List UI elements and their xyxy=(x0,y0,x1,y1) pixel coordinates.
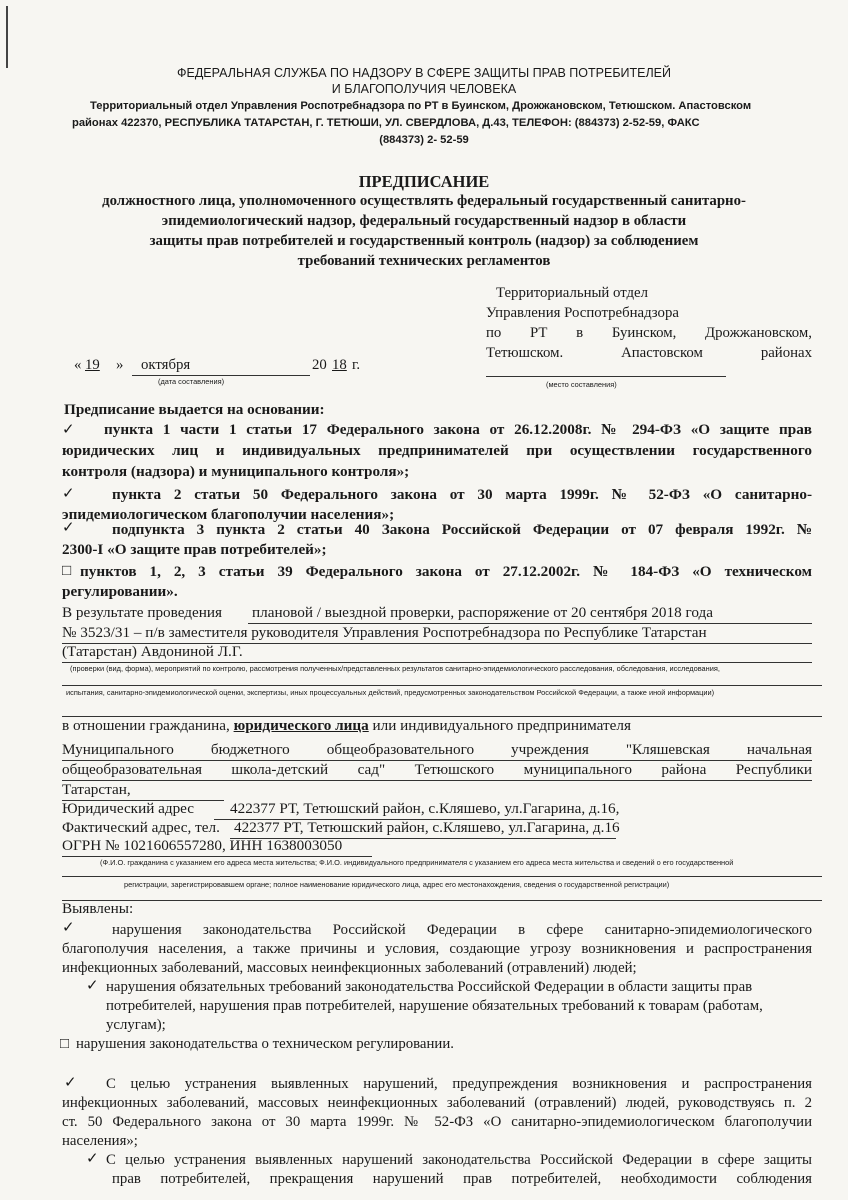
actual-address-value: 422377 РТ, Тетюшский район, с.Кляшево, ул.Гагарина, д.16 xyxy=(234,819,620,836)
directive1-line2: инфекционных заболеваний, массовых неинфекционных заболеваний (отравлений) людей, руководствуясь п. 2 xyxy=(62,1095,812,1111)
subject-underline-4 xyxy=(62,876,822,877)
title-line1: должностного лица, уполномоченного осуществлять федеральный государственный санитарно- xyxy=(102,193,746,209)
directive1-line4: населения»; xyxy=(62,1133,138,1149)
date-open-quote: « xyxy=(74,357,82,373)
directive1-line1: С целью устранения выявленных нарушений, предупреждения возникновения и распространения xyxy=(106,1076,812,1092)
basis-item4-line2: регулировании». xyxy=(62,583,178,600)
scan-edge-mark xyxy=(6,6,8,68)
subject-name-line2: общеобразовательная школа-детский сад" Тетюшского муниципального района Республики xyxy=(62,761,812,778)
date-day: 19 xyxy=(85,357,100,373)
inspection-underline-4 xyxy=(62,685,822,686)
finding1-line3: инфекционных заболеваний, массовых неинфекционных заболеваний (отравлений) людей; xyxy=(62,960,637,976)
title-line3: защиты прав потребителей и государственный контроль (надзор) за соблюдением xyxy=(149,233,699,249)
basis-item4-line1: пунктов 1, 2, 3 статьи 39 Федерального закона от 27.12.2002г. № 184-ФЗ «О техническом xyxy=(80,563,812,580)
inspection-value-line1: плановой / выездной проверки, распоряжение от 20 сентября 2018 года xyxy=(252,604,713,621)
date-year: 18 xyxy=(332,357,347,373)
basis-check-3: ✓ xyxy=(62,519,75,536)
legal-address-label: Юридический адрес xyxy=(62,800,195,817)
dept-line3: (884373) 2- 52-59 xyxy=(379,134,469,146)
basis-item2-line1: пункта 2 статьи 50 Федерального закона от 30 марта 1999г. № 52-ФЗ «О санитарно- xyxy=(112,486,812,503)
finding2-line3: услугам); xyxy=(106,1017,166,1033)
legal-address-value: 422377 РТ, Тетюшский район, с.Кляшево, ул.Гагарина, д.16, xyxy=(230,800,620,817)
finding2-line2: потребителей, нарушения прав потребителей, нарушение обязательных требований к товарам (работам, xyxy=(106,998,763,1014)
inspection-caption2: испытания, санитарно-эпидемиологической оценки, экспертизы, иных процессуальных действий, предусмотренных законодательством Российской Федерации, а также иной информации) xyxy=(66,688,715,697)
subject-intro-selected: юридического лица xyxy=(233,717,369,734)
finding3-line1: нарушения законодательства о техническом регулировании. xyxy=(76,1036,454,1052)
title-line2: эпидемиологический надзор, федеральный государственный надзор в области xyxy=(161,213,687,229)
finding1-line1: нарушения законодательства Российской Федерации в сфере санитарно-эпидемиологического xyxy=(112,922,812,938)
subject-caption1: (Ф.И.О. гражданина с указанием его адреса места жительства; Ф.И.О. индивидуального предпринимателя с указанием его адреса места жительства и сведений о его государственной xyxy=(100,858,734,867)
basis-item2-line2: эпидемиологическом благополучии населения»; xyxy=(62,506,395,523)
place-line2: Управления Роспотребнадзора xyxy=(486,305,679,321)
findings-heading: Выявлены: xyxy=(62,900,134,917)
date-year-prefix: 20 xyxy=(312,357,327,373)
basis-box-4: □ xyxy=(62,562,72,579)
subject-underline-2 xyxy=(62,780,812,781)
finding-box-3: □ xyxy=(60,1036,69,1052)
subject-intro xyxy=(62,717,631,735)
dept-line2: районах 422370, РЕСПУБЛИКА ТАТАРСТАН, Г. ТЕТЮШИ, УЛ. СВЕРДЛОВА, Д.43, ТЕЛЕФОН: (884373) 2-52-59, ФАКС xyxy=(72,117,700,129)
directive-check-1: ✓ xyxy=(64,1075,77,1091)
actual-address-label: Фактический адрес, тел. xyxy=(62,819,220,836)
directive2-line2: прав потребителей, прекращения нарушений прав потребителей, необходимости соблюдения xyxy=(112,1171,812,1187)
title-line4: требований технических регламентов xyxy=(297,253,551,269)
inspection-value-line3: (Татарстан) Авдониной Л.Г. xyxy=(62,643,243,660)
finding2-line1: нарушения обязательных требований законодательства Российской Федерации в области защиты прав xyxy=(106,979,753,995)
inspection-underline-3 xyxy=(62,662,812,663)
agency-name-line1: ФЕДЕРАЛЬНАЯ СЛУЖБА ПО НАДЗОРУ В СФЕРЕ ЗАЩИТЫ ПРАВ ПОТРЕБИТЕЛЕЙ xyxy=(176,66,672,80)
place-line4: Тетюшском. Апастовском районах xyxy=(486,345,812,361)
ogrn-inn: ОГРН № 1021606557280, ИНН 1638003050 xyxy=(62,837,343,854)
finding-check-2: ✓ xyxy=(86,978,99,994)
basis-check-1: ✓ xyxy=(62,421,75,438)
basis-item3-line2: 2300-I «О защите прав потребителей»; xyxy=(62,541,327,558)
directive1-line3: ст. 50 Федерального закона от 30 марта 1999г. № 52-ФЗ «О санитарно-эпидемиологическом благополучии xyxy=(62,1114,812,1130)
place-caption: (место составления) xyxy=(546,380,617,389)
date-caption: (дата составления) xyxy=(158,377,225,386)
basis-item1-line2: юридических лиц и индивидуальных предпринимателей при осуществлении государственного xyxy=(62,442,812,459)
date-close-quote: » xyxy=(116,357,124,373)
date-month-underline xyxy=(132,375,310,376)
basis-heading: Предписание выдается на основании: xyxy=(64,401,325,418)
ids-underline xyxy=(62,856,372,857)
subject-caption2: регистрации, зарегистрировавшем органе; полное наименование юридического лица, адрес его местонахождения, сведения о государственной регистрации) xyxy=(124,880,670,889)
directive-check-2: ✓ xyxy=(86,1151,99,1167)
place-line3: по РТ в Буинском, Дрожжановском, xyxy=(486,325,812,341)
basis-item3-line1: подпункта 3 пункта 2 статьи 40 Закона Российской Федерации от 07 февраля 1992г. № xyxy=(112,521,812,538)
subject-name-line1: Муниципального бюджетного общеобразовательного учреждения "Кляшевская начальная xyxy=(62,741,812,758)
agency-name-line2: И БЛАГОПОЛУЧИЯ ЧЕЛОВЕКА xyxy=(331,82,517,96)
subject-intro-after: или индивидуального предпринимателя xyxy=(372,717,631,734)
document-title: ПРЕДПИСАНИЕ xyxy=(358,172,490,191)
inspection-caption1: (проверки (вид, форма), мероприятий по контролю, рассмотрения полученных/представленных результатов санитарно-эпидемиологического расследования, обследования, исследования, xyxy=(70,664,720,673)
place-line1: Территориальный отдел xyxy=(496,285,649,301)
directive2-line1: С целью устранения выявленных нарушений законодательства Российской Федерации в сфере защиты xyxy=(106,1152,812,1168)
basis-check-2: ✓ xyxy=(62,485,75,502)
finding-check-1: ✓ xyxy=(62,920,75,936)
basis-item1-line3: контроля (надзора) и муниципального контроля»; xyxy=(62,463,410,480)
date-month: октября xyxy=(141,357,191,373)
subject-intro-before: в отношении гражданина, xyxy=(62,717,230,734)
place-underline xyxy=(486,376,726,377)
subject-underline-5 xyxy=(62,900,822,901)
inspection-prefix: В результате проведения xyxy=(62,604,222,621)
finding1-line2: благополучия населения, а также причины и условия, создающие угрозу возникновения и распространения xyxy=(62,941,812,957)
subject-name-line3: Татарстан, xyxy=(62,781,131,798)
dept-line1: Территориальный отдел Управления Роспотребнадзора по РТ в Буинском, Дрожжановском, Тетюшском. Апастовском xyxy=(90,100,752,112)
basis-item1-line1: пункта 1 части 1 статьи 17 Федерального закона от 26.12.2008г. № 294-ФЗ «О защите прав xyxy=(104,421,812,438)
date-year-suffix: г. xyxy=(352,357,361,373)
inspection-value-line2: № 3523/31 – п/в заместителя руководителя Управления Роспотребнадзора по Республике Татарстан xyxy=(62,624,707,641)
